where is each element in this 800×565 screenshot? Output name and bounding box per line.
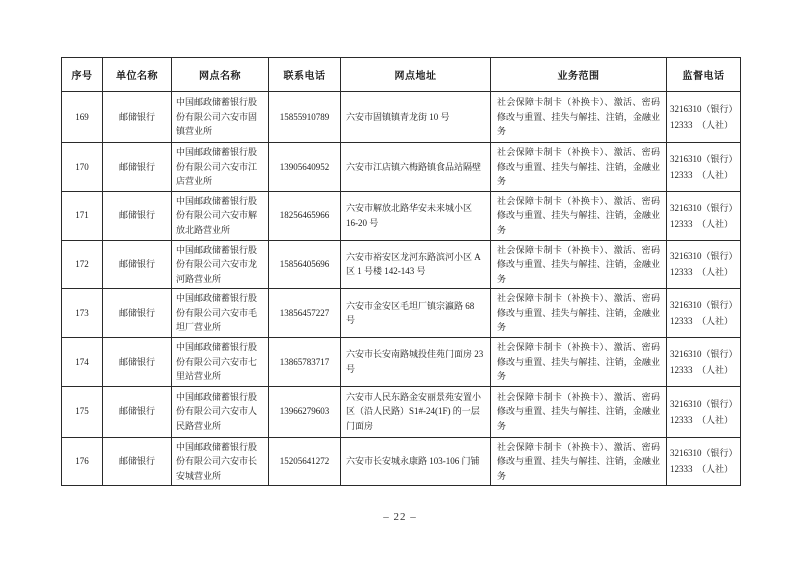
supervision-social-line: 12333 （人社） [670,218,734,229]
cell-branch-name: 中国邮政储蓄银行股份有限公司六安市人民路营业所 [172,386,269,437]
table-row [62,92,741,143]
cell-scope: 社会保障卡制卡（补换卡）、激活、密码修改与重置、挂失与解挂、注销，金融业务 [491,338,667,387]
cell-address: 六安市金安区毛坦厂镇宗瀛路 68 号 [341,289,491,338]
table-row [62,437,741,486]
cell-unit-name: 邮储银行 [103,338,172,387]
cell-scope: 社会保障卡制卡（补换卡）、激活、密码修改与重置、挂失与解挂、注销，金融业务 [491,143,667,192]
cell-address: 六安市裕安区龙河东路滨河小区 A 区 1 号楼 142-143 号 [341,240,491,289]
supervision-bank-line: 3216310（银行） [670,300,738,310]
cell-seq: 170 [62,143,103,192]
cell-phone: 13905640952 [269,143,341,192]
cell-unit-name: 邮储银行 [103,386,172,437]
cell-seq: 175 [62,386,103,437]
cell-unit-name: 邮储银行 [103,437,172,486]
cell-phone: 15205641272 [269,437,341,486]
cell-scope: 社会保障卡制卡（补换卡）、激活、密码修改与重置、挂失与解挂、注销，金融业务 [491,386,667,437]
cell-unit-name: 邮储银行 [103,240,172,289]
supervision-social-line: 12333 （人社） [670,364,734,375]
cell-address: 六安市解放北路华安未来城小区 16-20 号 [341,191,491,240]
cell-phone: 13865783717 [269,338,341,387]
cell-scope: 社会保障卡制卡（补换卡）、激活、密码修改与重置、挂失与解挂、注销，金融业务 [491,240,667,289]
cell-phone: 18256465966 [269,191,341,240]
supervision-bank-line: 3216310（银行） [670,348,738,359]
page-number: – 22 – [383,511,417,523]
col-header-seq: 序号 [62,58,103,92]
bank-branch-table [61,57,741,486]
supervision-bank-line: 3216310（银行） [670,448,738,459]
cell-supervision-phone [667,143,741,192]
cell-seq: 176 [62,437,103,486]
cell-seq: 172 [62,240,103,289]
supervision-social-line: 12333 （人社） [670,120,734,130]
cell-seq: 169 [62,92,103,143]
cell-scope: 社会保障卡制卡（补换卡）、激活、密码修改与重置、挂失与解挂、注销，金融业务 [491,92,667,143]
cell-supervision-phone [667,289,741,338]
supervision-bank-line: 3216310（银行） [670,251,738,262]
table-row [62,240,741,289]
cell-address: 六安市江店镇六梅路镇食品站隔壁 [341,143,491,192]
table-row [62,191,741,240]
cell-address: 六安市人民东路金安丽景苑安置小区（沿人民路）S1#-24(1F) 的一层门面房 [341,386,491,437]
cell-scope: 社会保障卡制卡（补换卡）、激活、密码修改与重置、挂失与解挂、注销，金融业务 [491,289,667,338]
cell-branch-name: 中国邮政储蓄银行股份有限公司六安市长安城营业所 [172,437,269,486]
supervision-social-line: 12333 （人社） [670,267,734,278]
cell-address: 六安市固镇镇青龙街 10 号 [341,92,491,143]
col-header-supervision-phone: 监督电话 [667,58,741,92]
supervision-bank-line: 3216310（银行） [670,202,738,213]
cell-scope: 社会保障卡制卡（补换卡）、激活、密码修改与重置、挂失与解挂、注销，金融业务 [491,437,667,486]
cell-branch-name: 中国邮政储蓄银行股份有限公司六安市七里站营业所 [172,338,269,387]
cell-seq: 174 [62,338,103,387]
cell-phone: 13966279603 [269,386,341,437]
supervision-social-line: 12333 （人社） [670,169,734,180]
cell-supervision-phone [667,338,741,387]
cell-address: 六安市长安南路城投佳苑门面房 23 号 [341,338,491,387]
cell-unit-name: 邮储银行 [103,191,172,240]
supervision-social-line: 12333 （人社） [670,316,734,326]
table-row [62,338,741,387]
col-header-address: 网点地址 [341,58,491,92]
cell-unit-name: 邮储银行 [103,143,172,192]
cell-branch-name: 中国邮政储蓄银行股份有限公司六安市江店营业所 [172,143,269,192]
cell-branch-name: 中国邮政储蓄银行股份有限公司六安市固镇营业所 [172,92,269,143]
cell-supervision-phone [667,240,741,289]
cell-branch-name: 中国邮政储蓄银行股份有限公司六安市毛坦厂营业所 [172,289,269,338]
cell-supervision-phone [667,191,741,240]
table-row [62,143,741,192]
supervision-social-line: 12333 （人社） [670,414,734,425]
supervision-bank-line: 3216310（银行） [670,398,738,409]
col-header-phone: 联系电话 [269,58,341,92]
cell-phone: 15856405696 [269,240,341,289]
table-header-row [62,58,741,92]
cell-supervision-phone [667,92,741,143]
cell-supervision-phone [667,437,741,486]
cell-unit-name: 邮储银行 [103,92,172,143]
cell-branch-name: 中国邮政储蓄银行股份有限公司六安市解放北路营业所 [172,191,269,240]
col-header-branch-name: 网点名称 [172,58,269,92]
supervision-bank-line: 3216310（银行） [670,153,738,164]
table-row [62,386,741,437]
table-row [62,289,741,338]
cell-scope: 社会保障卡制卡（补换卡）、激活、密码修改与重置、挂失与解挂、注销，金融业务 [491,191,667,240]
supervision-bank-line: 3216310（银行） [670,104,738,114]
col-header-unit-name: 单位名称 [103,58,172,92]
cell-supervision-phone [667,386,741,437]
col-header-scope: 业务范围 [491,58,667,92]
cell-seq: 171 [62,191,103,240]
cell-unit-name: 邮储银行 [103,289,172,338]
cell-seq: 173 [62,289,103,338]
cell-phone: 13856457227 [269,289,341,338]
supervision-social-line: 12333 （人社） [670,464,734,475]
cell-branch-name: 中国邮政储蓄银行股份有限公司六安市龙河路营业所 [172,240,269,289]
cell-phone: 15855910789 [269,92,341,143]
cell-address: 六安市长安城永康路 103-106 门铺 [341,437,491,486]
